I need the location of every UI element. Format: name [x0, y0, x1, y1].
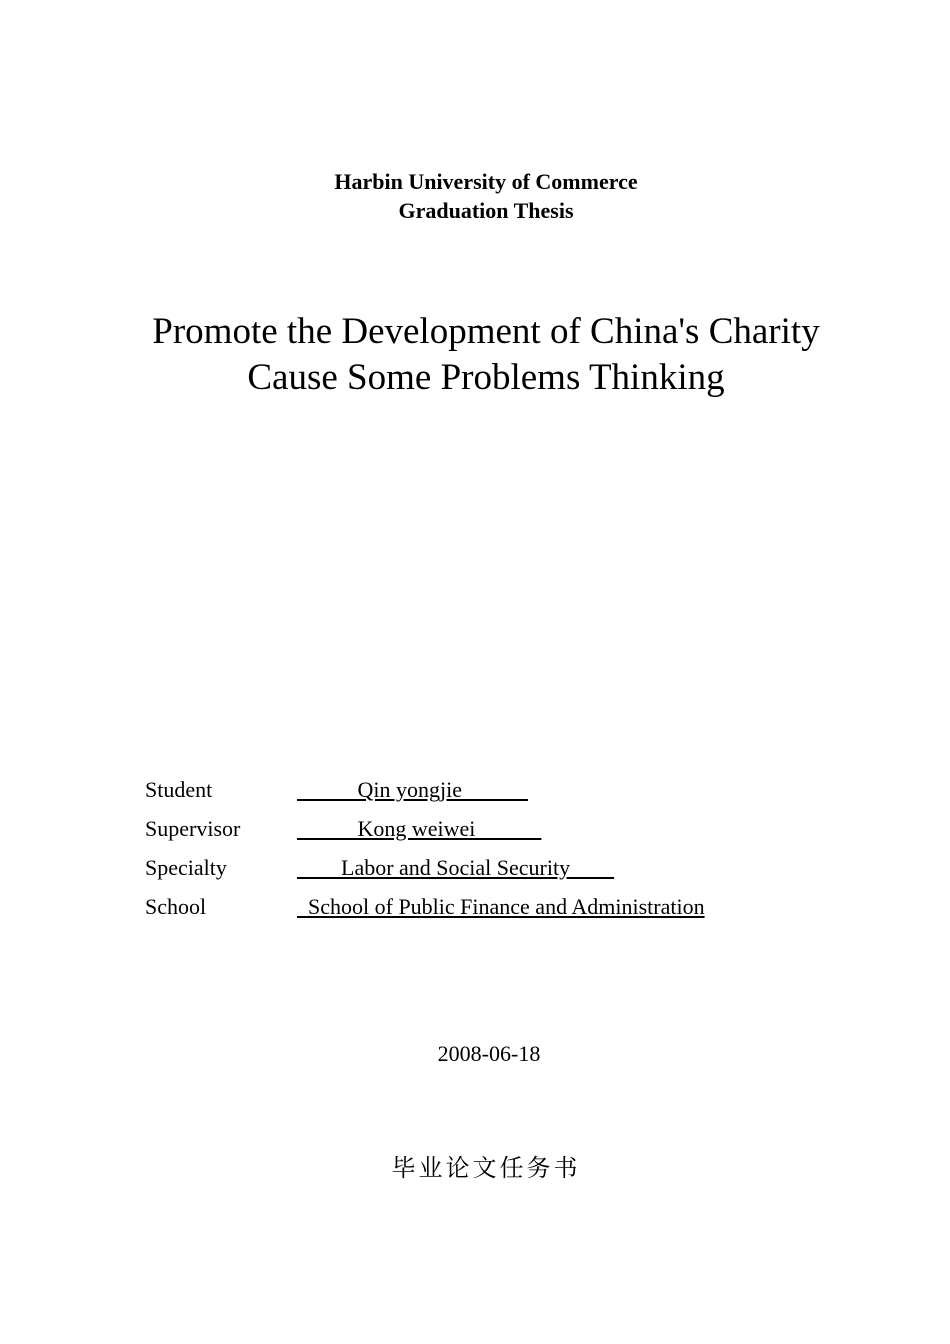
student-label: Student	[145, 777, 213, 802]
thesis-title-line-1: Promote the Development of China's Charity	[152, 311, 820, 352]
info-row-school	[145, 891, 705, 930]
document-type: Graduation Thesis	[398, 198, 574, 223]
specialty-value: Labor and Social Security	[297, 855, 615, 880]
supervisor-label: Supervisor	[145, 816, 241, 841]
info-row-student	[145, 774, 705, 813]
info-row-supervisor	[145, 813, 705, 852]
thesis-title	[0, 309, 950, 401]
university-name: Harbin University of Commerce	[334, 169, 638, 194]
supervisor-value: Kong weiwei	[297, 816, 542, 841]
cover-header	[0, 167, 950, 225]
thesis-date: 2008-06-18	[437, 1041, 541, 1066]
thesis-title-line-2: Cause Some Problems Thinking	[247, 357, 725, 398]
school-value: School of Public Finance and Administration	[297, 894, 705, 919]
specialty-label: Specialty	[145, 855, 227, 880]
task-book-title: 毕业论文任务书	[391, 1154, 581, 1182]
info-row-specialty	[145, 852, 705, 891]
student-value: Qin yongjie	[297, 777, 528, 802]
school-label: School	[145, 894, 207, 919]
thesis-info-block	[145, 774, 705, 930]
